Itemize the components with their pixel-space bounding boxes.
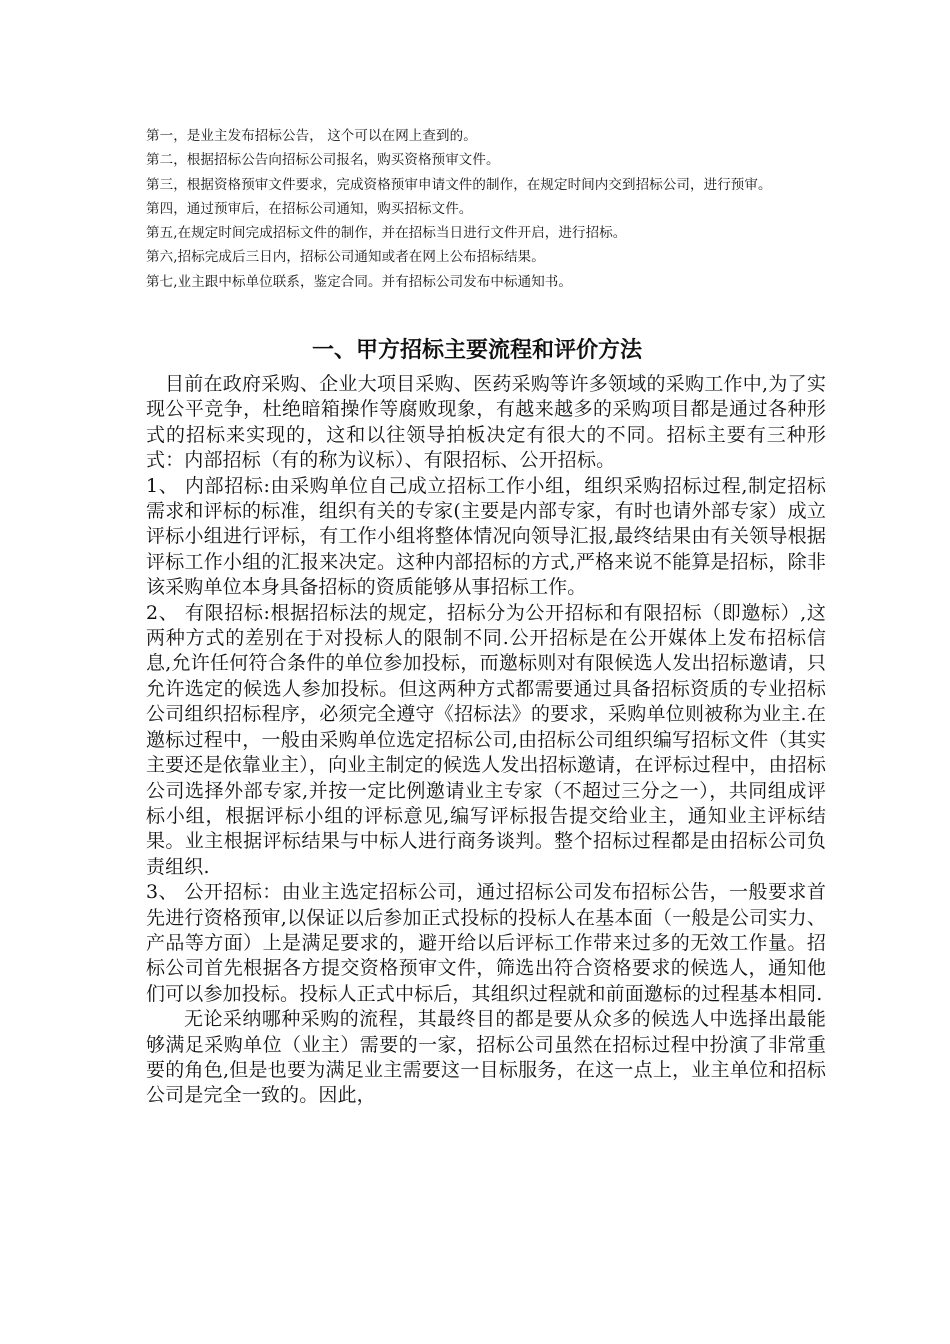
internal-bidding-paragraph: 1、 内部招标:由采购单位自己成立招标工作小组，组织采购招标过程,制定招标需求和评标的标准，组织有关的专家(主要是内部专家，有时也请外部专家）成立评标小组进行评标，有工作小组将整体情况向领导汇报,最终结果由有关领导根据评标工作小组的汇报来决定。这种内部招标的方式,严格来说不能算是招标，除非该采购单位本身具备招标的资质能够从事招标工作。 xyxy=(146,474,826,599)
step-3: 第三，根据资格预审文件要求，完成资格预审申请文件的制作，在规定时间内交到招标公司，进行预审。 xyxy=(146,176,772,193)
step-4: 第四，通过预审后，在招标公司通知，购买招标文件。 xyxy=(146,200,473,217)
limited-bidding-paragraph: 2、 有限招标:根据招标法的规定，招标分为公开招标和有限招标（即邀标）,这两种方式的差别在于对投标人的限制不同.公开招标是在公开媒体上发布招标信息,允许任何符合条件的单位参加投标，而邀标则对有限候选人发出招标邀请，只允许选定的候选人参加投标。但这两种方式都需要通过具备招标资质的专业招标公司组织招标程序，必须完全遵守《招标法》的要求，采购单位则被称为业主.在邀标过程中，一般由采购单位选定招标公司,由招标公司组织编写招标文件（其实主要还是依靠业主），向业主制定的候选人发出招标邀请，在评标过程中，由招标公司选择外部专家,并按一定比例邀请业主专家（不超过三分之一），共同组成评标小组，根据评标小组的评标意见,编写评标报告提交给业主，通知业主评标结果。业主根据评标结果与中标人进行商务谈判。整个招标过程都是由招标公司负责组织. xyxy=(146,601,826,878)
open-bidding-paragraph: 3、 公开招标：由业主选定招标公司，通过招标公司发布招标公告，一般要求首先进行资格预审,以保证以后参加正式投标的投标人在基本面（一般是公司实力、产品等方面）上是满足要求的，避开给以后评标工作带来过多的无效工作量。招标公司首先根据各方提交资格预审文件，筛选出符合资格要求的候选人，通知他们可以参加投标。投标人正式中标后，其组织过程就和前面邀标的过程基本相同. xyxy=(146,881,826,1005)
intro-paragraph: 目前在政府采购、企业大项目采购、医药采购等许多领域的采购工作中,为了实现公平竞争，杜绝暗箱操作等腐败现象，有越来越多的采购项目都是通过各种形式的招标来实现的，这和以往领导拍板决定有很大的不同。招标主要有三种形式：内部招标（有的称为议标）、有限招标、公开招标。 xyxy=(146,373,826,472)
section-body xyxy=(146,372,826,1109)
conclusion-paragraph: 无论采纳哪种采购的流程，其最终目的都是要从众多的候选人中选择出最能够满足采购单位（业主）需要的一家，招标公司虽然在招标过程中扮演了非常重要的角色,但是也要为满足业主需要这一目标服务，在这一点上，业主单位和招标公司是完全一致的。因此， xyxy=(146,1008,826,1107)
step-2: 第二，根据招标公告向招标公司报名，购买资格预审文件。 xyxy=(146,152,500,169)
step-5: 第五,在规定时间完成招标文件的制作，并在招标当日进行文件开启，进行招标。 xyxy=(146,225,627,242)
step-6: 第六,招标完成后三日内，招标公司通知或者在网上公布招标结果。 xyxy=(146,249,545,266)
bidding-steps-list xyxy=(146,124,814,294)
step-1: 第一，是业主发布招标公告， 这个可以在网上查到的。 xyxy=(146,128,477,144)
section-heading: 一、甲方招标主要流程和评价方法 xyxy=(311,338,642,363)
step-7: 第七,业主跟中标单位联系，鉴定合同。并有招标公司发布中标通知书。 xyxy=(146,273,572,290)
